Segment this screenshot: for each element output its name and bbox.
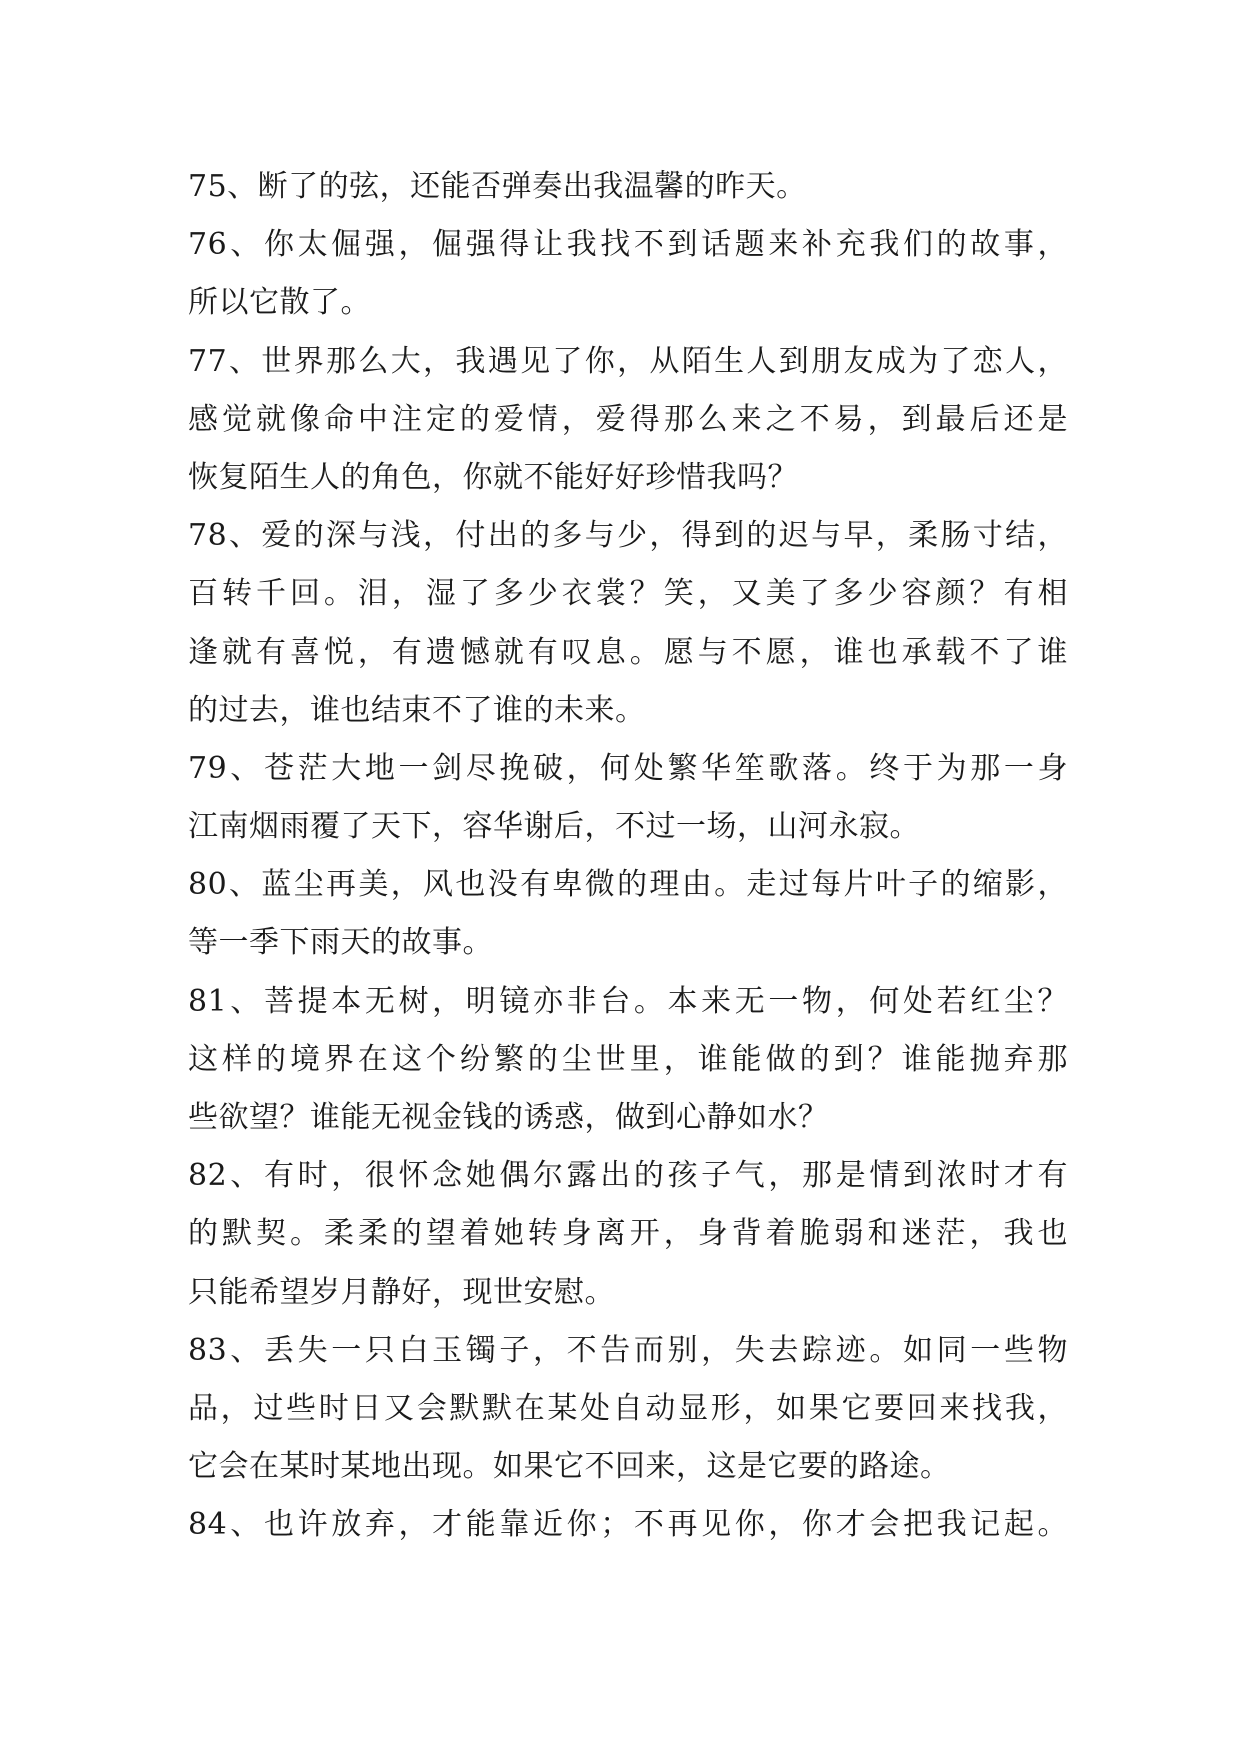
text-line: 的默契。柔柔的望着她转身离开，身背着脆弱和迷茫，我也: [188, 1216, 1068, 1252]
text-line: 所以它散了。: [188, 285, 371, 321]
text-line: 77、世界那么大，我遇见了你，从陌生人到朋友成为了恋人，: [188, 343, 1068, 379]
text-line: 82、有时，很怀念她偶尔露出的孩子气，那是情到浓时才有: [188, 1158, 1068, 1194]
text-line: 恢复陌生人的角色，你就不能好好珍惜我吗？: [188, 459, 798, 495]
text-line: 等一季下雨天的故事。: [188, 925, 493, 961]
text-line: 84、也许放弃，才能靠近你；不再见你，你才会把我记起。: [188, 1507, 1068, 1543]
text-line: 79、苍茫大地一剑尽挽破，何处繁华笙歌落。终于为那一身: [188, 750, 1068, 786]
document-body: [188, 158, 1068, 1555]
text-line: 些欲望？谁能无视金钱的诱惑，做到心静如水？: [188, 1100, 829, 1135]
text-line: 83、丢失一只白玉镯子，不告而别，失去踪迹。如同一些物: [188, 1332, 1068, 1368]
text-line: 逢就有喜悦，有遗憾就有叹息。愿与不愿，谁也承载不了谁: [188, 634, 1068, 670]
text-line: 78、爱的深与浅，付出的多与少，得到的迟与早，柔肠寸结，: [188, 518, 1068, 554]
text-line: 百转千回。泪，湿了多少衣裳？笑，又美了多少容颜？有相: [188, 576, 1068, 612]
text-line: 它会在某时某地出现。如果它不回来，这是它要的路途。: [188, 1449, 951, 1485]
text-line: 80、蓝尘再美，风也没有卑微的理由。走过每片叶子的缩影，: [188, 867, 1068, 903]
text-line: 的过去，谁也结束不了谁的未来。: [188, 692, 646, 728]
text-line: 江南烟雨覆了天下，容华谢后，不过一场，山河永寂。: [188, 809, 920, 845]
text-line: 76、你太倔强，倔强得让我找不到话题来补充我们的故事，: [188, 227, 1068, 263]
text-line: 品，过些时日又会默默在某处自动显形，如果它要回来找我，: [188, 1390, 1068, 1426]
text-line: 只能希望岁月静好，现世安慰。: [188, 1274, 615, 1310]
text-line: 81、菩提本无树，明镜亦非台。本来无一物，何处若红尘？: [188, 983, 1068, 1019]
text-line: 75、断了的弦，还能否弹奏出我温馨的昨天。: [188, 169, 807, 204]
text-line: 这样的境界在这个纷繁的尘世里，谁能做的到？谁能抛弃那: [188, 1041, 1068, 1077]
text-line: 感觉就像命中注定的爱情，爱得那么来之不易，到最后还是: [188, 401, 1068, 437]
